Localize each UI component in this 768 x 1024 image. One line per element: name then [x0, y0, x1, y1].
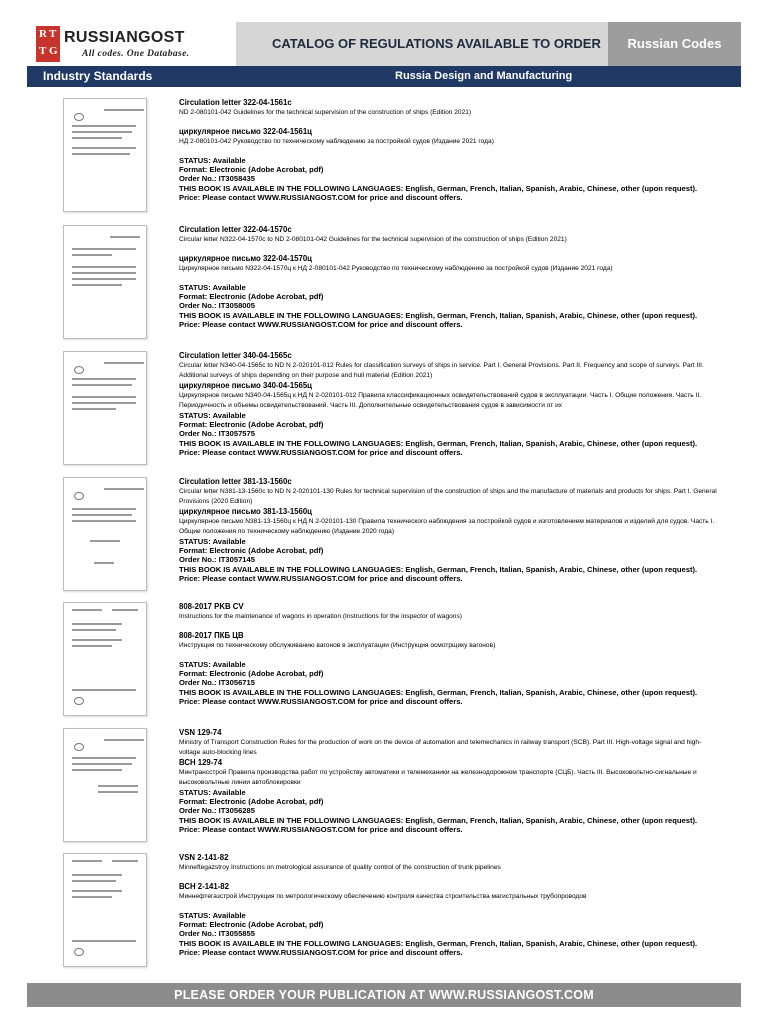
section-bar — [27, 66, 741, 87]
catalog-entry — [0, 602, 768, 725]
code-english: Circulation letter 322-04-1561c — [179, 98, 292, 107]
languages-text: THIS BOOK IS AVAILABLE IN THE FOLLOWING LANGUAGES: English, German, French, Italian, Spanish, Arabic, Chinese, other (upon request). — [179, 310, 698, 320]
catalog-entry — [0, 98, 768, 221]
catalog-entry — [0, 351, 768, 474]
logo[interactable] — [27, 22, 236, 66]
section-title: Industry Standards — [43, 69, 153, 83]
code-russian: циркулярное письмо 322-04-1570ц — [179, 254, 312, 263]
title-english: Minneftegazstroy Instructions on metrological assurance of quality control of the construction of trunk pipelines — [179, 864, 501, 871]
price-text: Price: Please contact WWW.RUSSIANGOST.COM for price and discount offers. — [179, 947, 463, 957]
status-text: STATUS: Available — [179, 911, 246, 920]
format-text: Format: Electronic (Adobe Acrobat, pdf) — [179, 165, 324, 175]
title-english: Circular letter N322-04-1570c to ND 2-080101-042 Guidelines for the technical supervision of the construction of ships (Edition 2021) — [179, 236, 567, 243]
order-number: Order No.: IT3058435 — [179, 174, 255, 184]
code-russian: циркулярное письмо 340-04-1565ц — [179, 381, 312, 390]
languages-text: THIS BOOK IS AVAILABLE IN THE FOLLOWING LANGUAGES: English, German, French, Italian, Spanish, Arabic, Chinese, other (upon request). — [179, 938, 698, 948]
status-text: STATUS: Available — [179, 660, 246, 669]
status-text: STATUS: Available — [179, 788, 246, 797]
code-english: Circulation letter 340-04-1565c — [179, 351, 292, 360]
order-number: Order No.: IT3058005 — [179, 301, 255, 311]
entry-text — [179, 728, 719, 834]
title-russian: Циркулярное письмо N381-13-1560ц к НД N 2-020101-130 Правила технического наблюдения за постройкой судов и изготовлением материалов и изделий для судов. Часть I. Общие положения по техническому наблюдению (Издание 2020 года) — [179, 518, 715, 535]
code-russian: ВСН 2-141-82 — [179, 882, 229, 891]
order-number: Order No.: IT3057575 — [179, 429, 255, 439]
code-english: VSN 2-141-82 — [179, 853, 229, 862]
entry-text — [179, 98, 719, 202]
code-english: Circulation letter 381-13-1560c — [179, 477, 292, 486]
catalog-entry — [0, 477, 768, 600]
order-number: Order No.: IT3056285 — [179, 806, 255, 816]
title-english: Ministry of Transport Construction Rules for the production of work on the device of automation and telemechanics in railway transport (SCB). Part III. High-voltage signal and high-voltage auto-blocking lines — [179, 739, 702, 756]
section-subtitle: Russia Design and Manufacturing — [395, 70, 573, 82]
title-english: Instructions for the maintenance of wagons in operation (Instructions for the inspector of wagons) — [179, 613, 462, 620]
title-english: Circular letter N340-04-1565c to ND N 2-020101-012 Rules for classification surveys of ships in service. Part I. General Provisions. Part II. Frequency and scope of surveys. Part III. Additional surveys of ships depending on their purpose and hull material (Edition 2021) — [179, 362, 704, 379]
code-english: 808-2017 PKB CV — [179, 602, 244, 611]
order-number: Order No.: IT3055855 — [179, 929, 255, 939]
code-english: VSN 129-74 — [179, 728, 222, 737]
catalog-entry — [0, 853, 768, 976]
price-text: Price: Please contact WWW.RUSSIANGOST.COM for price and discount offers. — [179, 573, 463, 583]
languages-text: THIS BOOK IS AVAILABLE IN THE FOLLOWING LANGUAGES: English, German, French, Italian, Spanish, Arabic, Chinese, other (upon request). — [179, 815, 698, 825]
order-number: Order No.: IT3056715 — [179, 678, 255, 688]
title-english: Circular letter N381-13-1560c to ND N 2-020101-130 Rules for technical supervision of the construction of ships and the manufacture of materials and products for ships. Part I. General Provisions (2020 Edition) — [179, 488, 717, 505]
catalog-title-bar — [236, 22, 741, 66]
status-text: STATUS: Available — [179, 537, 246, 546]
document-cover-thumbnail[interactable] — [63, 225, 147, 339]
document-cover-thumbnail[interactable] — [63, 853, 147, 967]
code-russian: циркулярное письмо 322-04-1561ц — [179, 127, 312, 136]
title-russian: Инструкция по техническому обслуживанию вагонов в эксплуатации (Инструкция осмотрщику вагонов) — [179, 642, 496, 649]
price-text: Price: Please contact WWW.RUSSIANGOST.COM for price and discount offers. — [179, 447, 463, 457]
price-text: Price: Please contact WWW.RUSSIANGOST.COM for price and discount offers. — [179, 192, 463, 202]
status-text: STATUS: Available — [179, 411, 246, 420]
page-header — [27, 22, 741, 66]
languages-text: THIS BOOK IS AVAILABLE IN THE FOLLOWING LANGUAGES: English, German, French, Italian, Spanish, Arabic, Chinese, other (upon request). — [179, 183, 698, 193]
catalog-entry — [0, 225, 768, 348]
entry-text — [179, 602, 719, 706]
document-cover-thumbnail[interactable] — [63, 477, 147, 591]
format-text: Format: Electronic (Adobe Acrobat, pdf) — [179, 292, 324, 302]
title-russian: НД 2-080101-042 Руководство по техническому наблюдению за постройкой судов (Издание 2021 года) — [179, 138, 494, 145]
title-russian: Циркулярное письмо N340-04-1565ц к НД N 2-020101-012 Правила классификационных освидетельствований судов в эксплуатации. Часть I. Общие положения. Часть II. Периодичность и объемы освидетельствований. Часть III. Дополнительные освидетельствования судов в зависимости от их — [179, 392, 701, 409]
languages-text: THIS BOOK IS AVAILABLE IN THE FOLLOWING LANGUAGES: English, German, French, Italian, Spanish, Arabic, Chinese, other (upon request). — [179, 438, 698, 448]
entry-text — [179, 853, 719, 957]
title-russian: Миннефтегазстрой Инструкция по метрологическому обеспечению контроля качества строительства магистральных трубопроводов — [179, 893, 587, 900]
catalog-title: CATALOG OF REGULATIONS AVAILABLE TO ORDER — [272, 36, 601, 51]
code-russian: циркулярное письмо 381-13-1560ц — [179, 507, 312, 516]
format-text: Format: Electronic (Adobe Acrobat, pdf) — [179, 420, 324, 430]
code-russian: ВСН 129-74 — [179, 758, 223, 767]
document-cover-thumbnail[interactable] — [63, 351, 147, 465]
code-english: Circulation letter 322-04-1570c — [179, 225, 292, 234]
catalog-entry — [0, 728, 768, 851]
price-text: Price: Please contact WWW.RUSSIANGOST.COM for price and discount offers. — [179, 696, 463, 706]
status-text: STATUS: Available — [179, 283, 246, 292]
entry-text — [179, 225, 719, 329]
logo-name: RUSSIANGOST — [64, 29, 185, 46]
languages-text: THIS BOOK IS AVAILABLE IN THE FOLLOWING LANGUAGES: English, German, French, Italian, Spanish, Arabic, Chinese, other (upon request). — [179, 687, 698, 697]
format-text: Format: Electronic (Adobe Acrobat, pdf) — [179, 797, 324, 807]
price-text: Price: Please contact WWW.RUSSIANGOST.COM for price and discount offers. — [179, 824, 463, 834]
order-footer-banner[interactable]: PLEASE ORDER YOUR PUBLICATION AT WWW.RUSSIANGOST.COM — [27, 983, 741, 1007]
entry-text — [179, 351, 719, 457]
russian-codes-label: Russian Codes — [608, 22, 741, 66]
order-number: Order No.: IT3057145 — [179, 555, 255, 565]
price-text: Price: Please contact WWW.RUSSIANGOST.COM for price and discount offers. — [179, 319, 463, 329]
document-cover-thumbnail[interactable] — [63, 728, 147, 842]
document-cover-thumbnail[interactable] — [63, 98, 147, 212]
format-text: Format: Electronic (Adobe Acrobat, pdf) — [179, 920, 324, 930]
format-text: Format: Electronic (Adobe Acrobat, pdf) — [179, 546, 324, 556]
entry-text — [179, 477, 719, 583]
logo-mark: R T T G — [36, 26, 60, 62]
logo-tagline: All codes. One Database. — [82, 49, 190, 59]
title-english: ND 2-080101-042 Guidelines for the technical supervision of the construction of ships (Edition 2021) — [179, 109, 472, 116]
format-text: Format: Electronic (Adobe Acrobat, pdf) — [179, 669, 324, 679]
document-cover-thumbnail[interactable] — [63, 602, 147, 716]
languages-text: THIS BOOK IS AVAILABLE IN THE FOLLOWING LANGUAGES: English, German, French, Italian, Spanish, Arabic, Chinese, other (upon request). — [179, 564, 698, 574]
status-text: STATUS: Available — [179, 156, 246, 165]
title-russian: Циркулярное письмо N322-04-1570ц к НД 2-080101-042 Руководство по техническому наблюдению за постройкой судов (Издание 2021 года) — [179, 265, 613, 272]
code-russian: 808-2017 ПКБ ЦВ — [179, 631, 244, 640]
title-russian: Минтрансстрой Правила производства работ по устройству автоматики и телемеханики на железнодорожном транспорте (СЦБ). Часть III. Высоковольтно-сигнальные и высоковольтные линии автоблокировки — [179, 769, 697, 786]
